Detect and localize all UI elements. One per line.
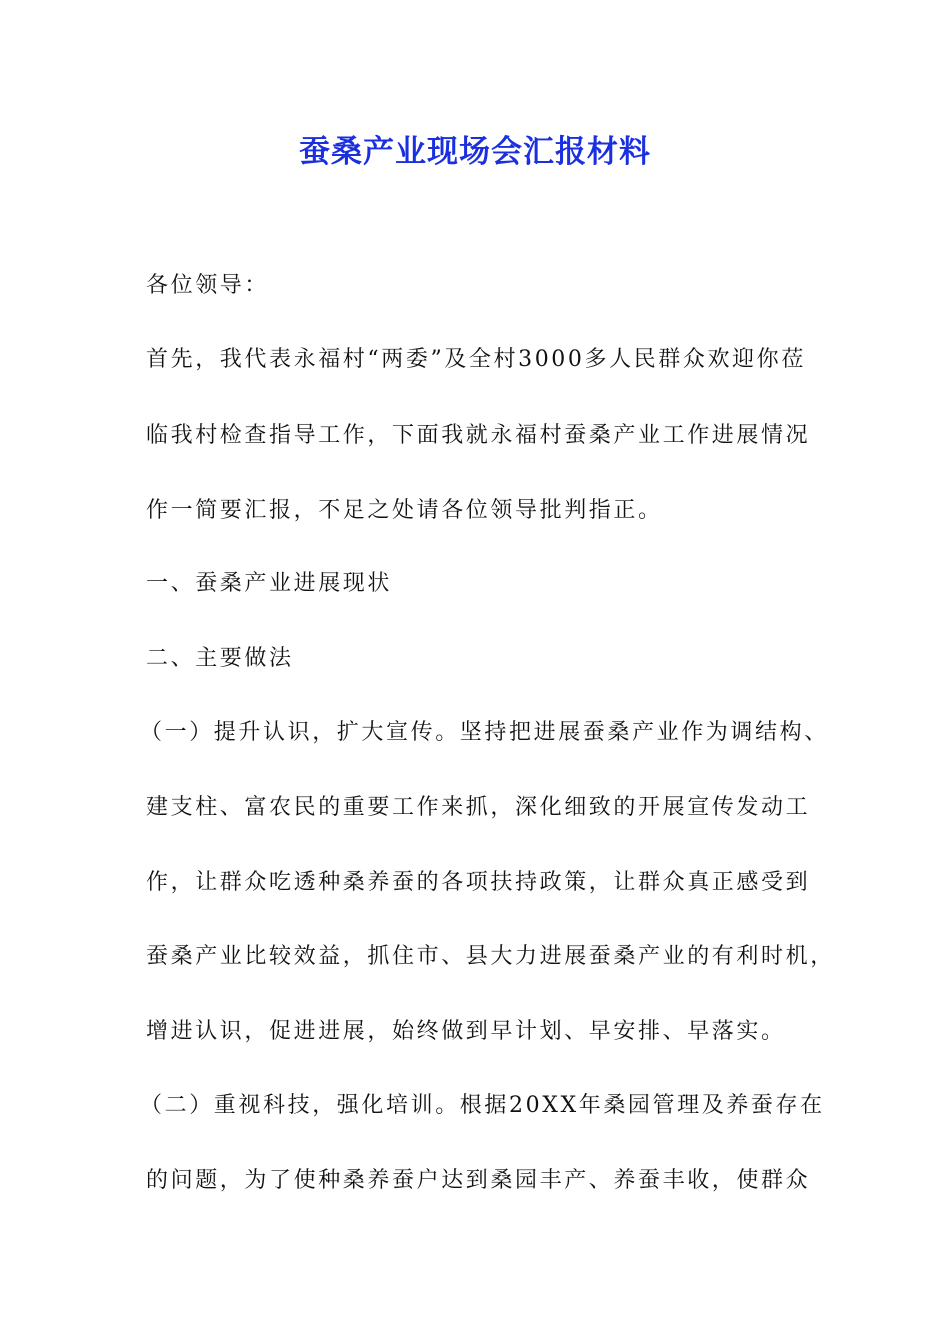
section-heading: 一、蚕桑产业进展现状 (146, 571, 393, 596)
paragraph-line: 作一简要汇报，不足之处请各位领导批判指正。 (146, 498, 663, 523)
paragraph-line: （一）提升认识，扩大宣传。坚持把进展蚕桑产业作为调结构、 (140, 720, 829, 745)
paragraph-line: 蚕桑产业比较效益，抓住市、县大力进展蚕桑产业的有利时机， (146, 944, 835, 969)
salutation: 各位领导： (146, 273, 270, 298)
paragraph-line: 的问题，为了使种桑养蚕户达到桑园丰产、养蚕丰收，使群众 (146, 1168, 811, 1193)
document-title: 蚕桑产业现场会汇报材料 (299, 134, 651, 170)
paragraph-line: 建支柱、富农民的重要工作来抓，深化细致的开展宣传发动工 (146, 795, 811, 820)
paragraph-line: 临我村检查指导工作，下面我就永福村蚕桑产业工作进展情况 (146, 423, 811, 448)
paragraph-line: 作，让群众吃透种桑养蚕的各项扶持政策，让群众真正感受到 (146, 870, 811, 895)
paragraph-line: 首先，我代表永福村“两委”及全村3000多人民群众欢迎你莅 (146, 347, 806, 372)
paragraph-line: 增进认识，促进进展，始终做到早计划、早安排、早落实。 (146, 1019, 786, 1044)
paragraph-line: （二）重视科技，强化培训。根据20XX年桑园管理及养蚕存在 (140, 1093, 825, 1118)
section-heading: 二、主要做法 (146, 646, 294, 671)
